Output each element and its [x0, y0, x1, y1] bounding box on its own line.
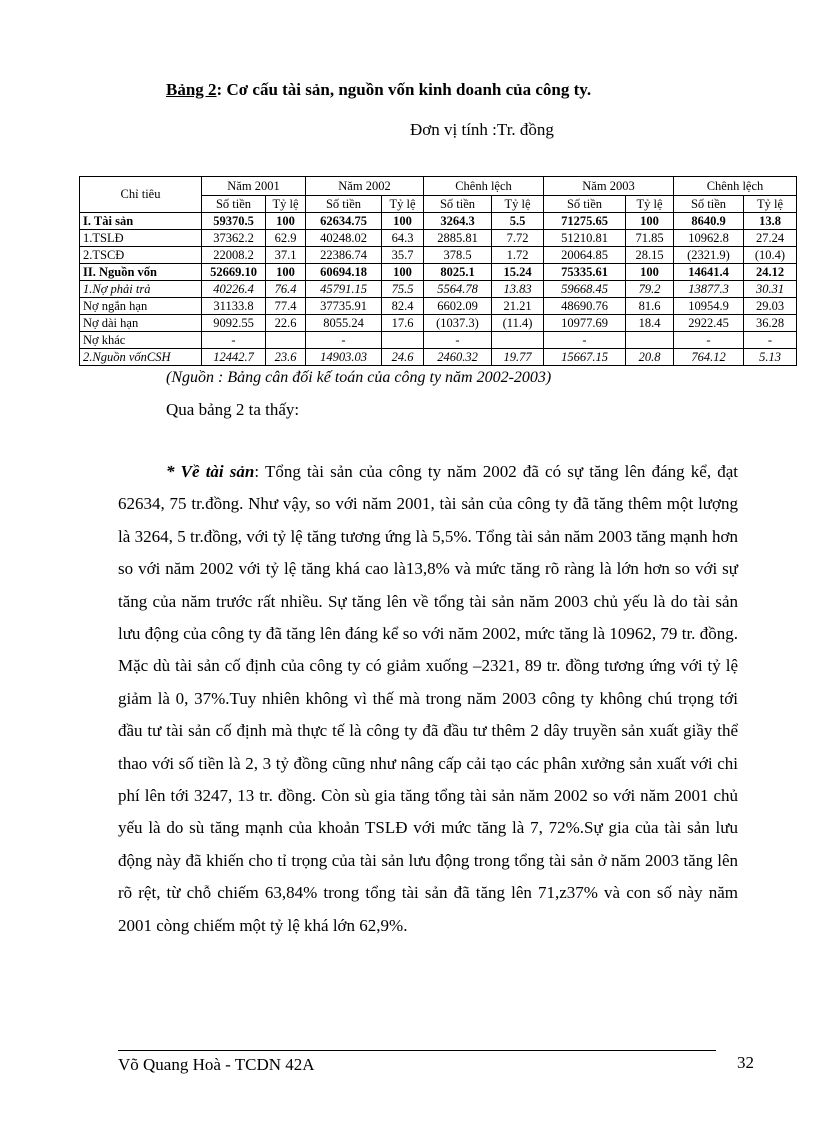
value-cell: 13.83 [492, 281, 544, 298]
header-cell: Tỷ lệ [744, 196, 797, 213]
value-cell: 60694.18 [306, 264, 382, 281]
value-cell: 100 [382, 213, 424, 230]
value-cell: (11.4) [492, 315, 544, 332]
table-row [80, 349, 797, 366]
header-cell: Tỷ lệ [382, 196, 424, 213]
value-cell: (1037.3) [424, 315, 492, 332]
value-cell: 37735.91 [306, 298, 382, 315]
body-paragraph [118, 456, 738, 942]
value-cell: 3264.3 [424, 213, 492, 230]
value-cell [492, 332, 544, 349]
value-cell: 9092.55 [202, 315, 266, 332]
value-cell: 100 [266, 213, 306, 230]
value-cell: 22.6 [266, 315, 306, 332]
header-cell: Tỷ lệ [266, 196, 306, 213]
table-row [80, 332, 797, 349]
row-label-cell: Nợ ngắn hạn [80, 298, 202, 315]
table-row [80, 264, 797, 281]
value-cell: (10.4) [744, 247, 797, 264]
value-cell: 378.5 [424, 247, 492, 264]
value-cell: (2321.9) [674, 247, 744, 264]
value-cell: 5.13 [744, 349, 797, 366]
value-cell: 100 [626, 213, 674, 230]
value-cell: 15.24 [492, 264, 544, 281]
header-cell: Số tiền [424, 196, 492, 213]
value-cell: 2922.45 [674, 315, 744, 332]
header-cell: Năm 2003 [544, 177, 674, 196]
row-label-cell: 1.Nợ phải trả [80, 281, 202, 298]
value-cell: 18.4 [626, 315, 674, 332]
value-cell: 17.6 [382, 315, 424, 332]
value-cell: 2460.32 [424, 349, 492, 366]
row-label-cell: II. Nguồn vốn [80, 264, 202, 281]
value-cell: 62.9 [266, 230, 306, 247]
value-cell: 28.15 [626, 247, 674, 264]
value-cell: 64.3 [382, 230, 424, 247]
footer-author: Võ Quang Hoà - TCDN 42A [118, 1055, 315, 1074]
row-label-cell: I. Tài sản [80, 213, 202, 230]
value-cell: 20064.85 [544, 247, 626, 264]
header-cell: Tỷ lệ [626, 196, 674, 213]
row-label-cell: 2.TSCĐ [80, 247, 202, 264]
table-row [80, 315, 797, 332]
unit-note: Đơn vị tính :Tr. đồng [410, 120, 554, 139]
value-cell: 100 [266, 264, 306, 281]
value-cell: 29.03 [744, 298, 797, 315]
value-cell: 31133.8 [202, 298, 266, 315]
value-cell [382, 332, 424, 349]
value-cell: 36.28 [744, 315, 797, 332]
asset-capital-table [79, 176, 797, 366]
value-cell: 14641.4 [674, 264, 744, 281]
value-cell: 82.4 [382, 298, 424, 315]
value-cell: 10954.9 [674, 298, 744, 315]
value-cell: 27.24 [744, 230, 797, 247]
value-cell: 6602.09 [424, 298, 492, 315]
value-cell: 8025.1 [424, 264, 492, 281]
value-cell: 22386.74 [306, 247, 382, 264]
value-cell [626, 332, 674, 349]
value-cell: 20.8 [626, 349, 674, 366]
value-cell [266, 332, 306, 349]
table-title-label: Bảng 2 [166, 80, 217, 99]
header-cell: Năm 2001 [202, 177, 306, 196]
header-cell: Số tiền [202, 196, 266, 213]
header-cell: Số tiền [544, 196, 626, 213]
header-cell: Số tiền [306, 196, 382, 213]
page-number: 32 [737, 1053, 754, 1072]
value-cell: 71275.65 [544, 213, 626, 230]
value-cell: 5564.78 [424, 281, 492, 298]
table-row [80, 213, 797, 230]
value-cell: 52669.10 [202, 264, 266, 281]
value-cell: 10977.69 [544, 315, 626, 332]
value-cell: 14903.03 [306, 349, 382, 366]
value-cell: 30.31 [744, 281, 797, 298]
value-cell: - [544, 332, 626, 349]
header-cell: Số tiền [674, 196, 744, 213]
value-cell: 100 [382, 264, 424, 281]
table-row [80, 298, 797, 315]
value-cell: 76.4 [266, 281, 306, 298]
row-label-cell: Nợ dài hạn [80, 315, 202, 332]
value-cell: 71.85 [626, 230, 674, 247]
value-cell: - [674, 332, 744, 349]
header-cell: Tỷ lệ [492, 196, 544, 213]
row-label-cell: Nợ khác [80, 332, 202, 349]
value-cell: 15667.15 [544, 349, 626, 366]
value-cell: 48690.76 [544, 298, 626, 315]
value-cell: 2885.81 [424, 230, 492, 247]
value-cell: 764.12 [674, 349, 744, 366]
paragraph-text: : Tổng tài sản của công ty năm 2002 đã có sự tăng lên đáng kể, đạt 62634, 75 tr.đồng. Như vậy, so với năm 2001, tài sản của công ty đã tăng thêm một lượng là 3264, 5 tr.đồng, với tỷ lệ tăng tương ứng là 5,5%. Tổng tài sản năm 2003 tăng mạnh hơn so với năm 2002 với tỷ lệ tăng khá cao là13,8% và mức tăng rõ ràng là lớn hơn so với sự tăng của năm trước rất nhiều. Sự tăng lên về tổng tài sản năm 2003 chủ yếu là do tài sản lưu động của công ty đã tăng lên đáng kể so với năm 2002, mức tăng là 10962, 79 tr. đồng. Mặc dù tài sản cố định của công ty có giảm xuống –2321, 89 tr. đồng tương ứng với tỷ lệ giảm là 0, 37%.Tuy nhiên không vì thế mà trong năm 2003 công ty không chú trọng tới đầu tư tài sản cố định mà thực tế là công ty đã đầu tư thêm 2 dây truyền sản xuất giầy thể thao với số tiền là 2, 3 tỷ đồng cũng như nâng cấp cải tạo các phân xưởng sản xuất với chi phí lên tới 3247, 13 tr. đồng. Còn sù gia tăng tổng tài sản năm 2002 so với năm 2001 chủ yếu là do sù tăng mạnh của khoản TSLĐ với mức tăng là 7, 72%.Sự gia của tài sản lưu động này đã khiến cho tỉ trọng của tài sản lưu động trong tổng tài sản ở năm 2003 tăng lên rõ rệt, từ chỗ chiếm 63,84% trong tổng tài sản đã tăng lên 71,z37% và con số này năm 2001 còng chiếm một tỷ lệ khá lớn 62,9%. [118, 462, 738, 935]
value-cell: 40226.4 [202, 281, 266, 298]
table-row [80, 230, 797, 247]
value-cell: 7.72 [492, 230, 544, 247]
row-label-cell: 1.TSLĐ [80, 230, 202, 247]
source-note: (Nguồn : Bảng cân đối kế toán của công ty năm 2002-2003) [166, 369, 552, 386]
value-cell: 10962.8 [674, 230, 744, 247]
footer-divider [118, 1050, 716, 1051]
header-cell: Chênh lệch [424, 177, 544, 196]
value-cell: 75335.61 [544, 264, 626, 281]
table-row [80, 281, 797, 298]
value-cell: - [306, 332, 382, 349]
value-cell: 19.77 [492, 349, 544, 366]
value-cell: 59370.5 [202, 213, 266, 230]
value-cell: 21.21 [492, 298, 544, 315]
header-row-top [80, 177, 797, 196]
value-cell: 13.8 [744, 213, 797, 230]
value-cell: 1.72 [492, 247, 544, 264]
value-cell: 62634.75 [306, 213, 382, 230]
value-cell: 79.2 [626, 281, 674, 298]
value-cell: 13877.3 [674, 281, 744, 298]
header-cell: Năm 2002 [306, 177, 424, 196]
row-label-cell: 2.Nguồn vốnCSH [80, 349, 202, 366]
table-title [166, 80, 591, 100]
paragraph-heading: * Về tài sản [166, 462, 255, 481]
value-cell: 75.5 [382, 281, 424, 298]
value-cell: 37.1 [266, 247, 306, 264]
value-cell: 23.6 [266, 349, 306, 366]
lead-sentence: Qua bảng 2 ta thấy: [166, 400, 300, 419]
value-cell: - [202, 332, 266, 349]
value-cell: 8055.24 [306, 315, 382, 332]
value-cell: 24.6 [382, 349, 424, 366]
value-cell: 81.6 [626, 298, 674, 315]
value-cell: 77.4 [266, 298, 306, 315]
value-cell: 45791.15 [306, 281, 382, 298]
table-title-text: : Cơ cấu tài sản, nguồn vốn kinh doanh của công ty. [216, 80, 592, 99]
header-cell: Chỉ tiêu [80, 177, 202, 213]
value-cell: 40248.02 [306, 230, 382, 247]
value-cell: 59668.45 [544, 281, 626, 298]
value-cell: - [424, 332, 492, 349]
value-cell: 8640.9 [674, 213, 744, 230]
header-cell: Chênh lệch [674, 177, 797, 196]
value-cell: 35.7 [382, 247, 424, 264]
value-cell: 51210.81 [544, 230, 626, 247]
value-cell: 22008.2 [202, 247, 266, 264]
value-cell: - [744, 332, 797, 349]
value-cell: 5.5 [492, 213, 544, 230]
table-row [80, 247, 797, 264]
value-cell: 100 [626, 264, 674, 281]
value-cell: 12442.7 [202, 349, 266, 366]
value-cell: 37362.2 [202, 230, 266, 247]
value-cell: 24.12 [744, 264, 797, 281]
